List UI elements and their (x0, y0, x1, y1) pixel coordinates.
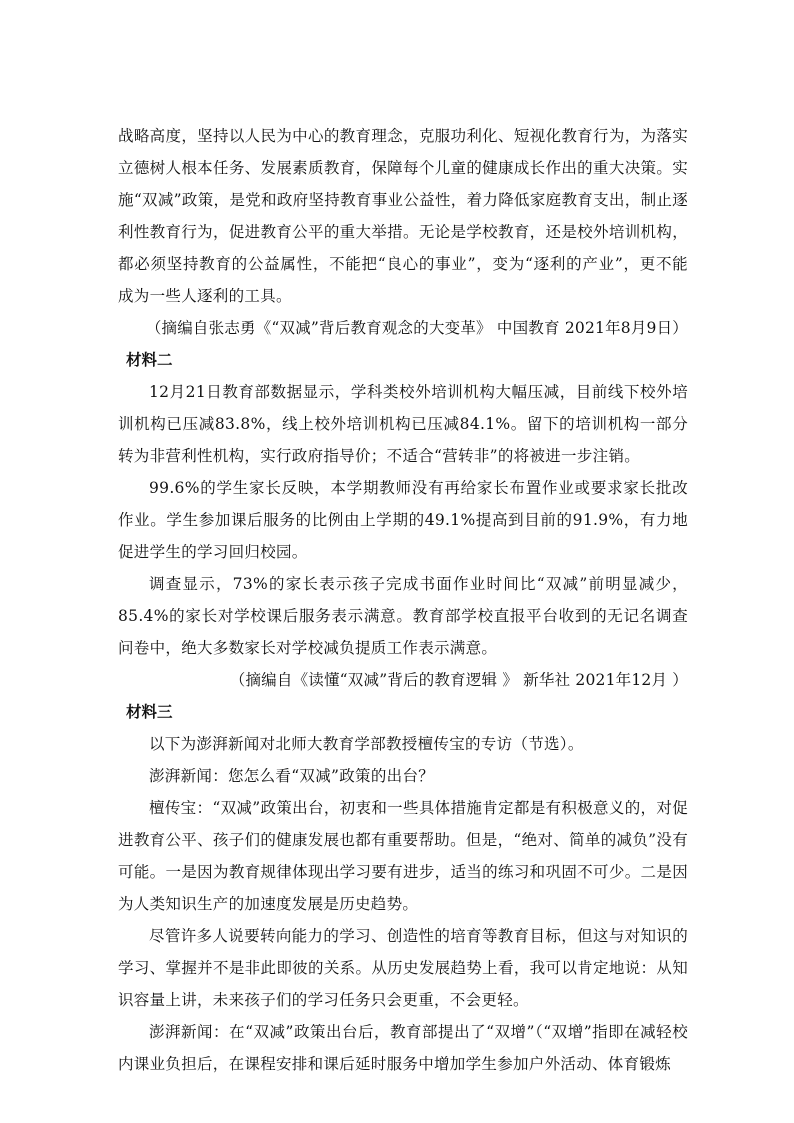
material1-paragraph: 战略高度，坚持以人民为中心的教育理念，克服功利化、短视化教育行为，为落实立德树人根本任务、发展素质教育，保障每个儿童的健康成长作出的重大决策。实施“双减”政策，是党和政府坚持教育事业公益性，着力降低家庭教育支出，制止逐利性教育行为，促进教育公平的重大举措。无论是学校教育，还是校外培训机构，都必须坚持教育的公益属性，不能把“良心的事业”，变为“逐利的产业”，更不能成为一些人逐利的工具。 (118, 127, 688, 305)
material1-source: （摘编自张志勇《“双减”背后教育观念的大变革》 中国教育 2021年8月9日） (145, 319, 688, 337)
document-body (118, 120, 688, 1080)
material3-paragraph-2: 澎湃新闻：您怎么看“双减”政策的出台？ (149, 767, 435, 785)
material3-heading: 材料三 (126, 702, 173, 721)
material2-paragraph-3: 调查显示，73%的家长表示孩子完成书面作业时间比“双减”前明显减少，85.4%的家长对学校课后服务表示满意。教育部学校直报平台收到的无记名调查问卷中，绝大多数家长对学校减负提质工作表示满意。 (118, 575, 688, 657)
material2-source: （摘编自《读懂“双减”背后的教育逻辑 》 新华社 2021年12月 ） (229, 671, 688, 689)
material2-paragraph-1: 12月21日教育部数据显示，学科类校外培训机构大幅压减，目前线下校外培训机构已压减83.8%，线上校外培训机构已压减84.1%。留下的培训机构一部分转为非营利性机构，实行政府指导价；不适合“营转非”的将被进一步注销。 (118, 383, 688, 465)
material3-paragraph-1: 以下为澎湃新闻对北师大教育学部教授檀传宝的专访（节选）。 (149, 735, 584, 753)
material3-paragraph-5: 澎湃新闻：在“双减”政策出台后，教育部提出了“双增”（“双增”指即在减轻校内课业负担后，在课程安排和课后延时服务中增加学生参加户外活动、体育锻炼 (118, 1023, 688, 1073)
material3-paragraph-4: 尽管许多人说要转向能力的学习、创造性的培育等教育目标，但这与对知识的学习、掌握并不是非此即彼的关系。从历史发展趋势上看，我可以肯定地说：从知识容量上讲，未来孩子们的学习任务只会更重，不会更轻。 (118, 927, 688, 1009)
material2-paragraph-2: 99.6%的学生家长反映，本学期教师没有再给家长布置作业或要求家长批改作业。学生参加课后服务的比例由上学期的49.1%提高到目前的91.9%，有力地促进学生的学习回归校园。 (118, 479, 688, 561)
material3-paragraph-3: 檀传宝：“双减”政策出台，初衷和一些具体措施肯定都是有积极意义的，对促进教育公平、孩子们的健康发展也都有重要帮助。但是，“绝对、简单的减负”没有可能。一是因为教育规律体现出学习要有进步，适当的练习和巩固不可少。二是因为人类知识生产的加速度发展是历史趋势。 (118, 799, 688, 913)
material2-heading: 材料二 (126, 350, 173, 369)
